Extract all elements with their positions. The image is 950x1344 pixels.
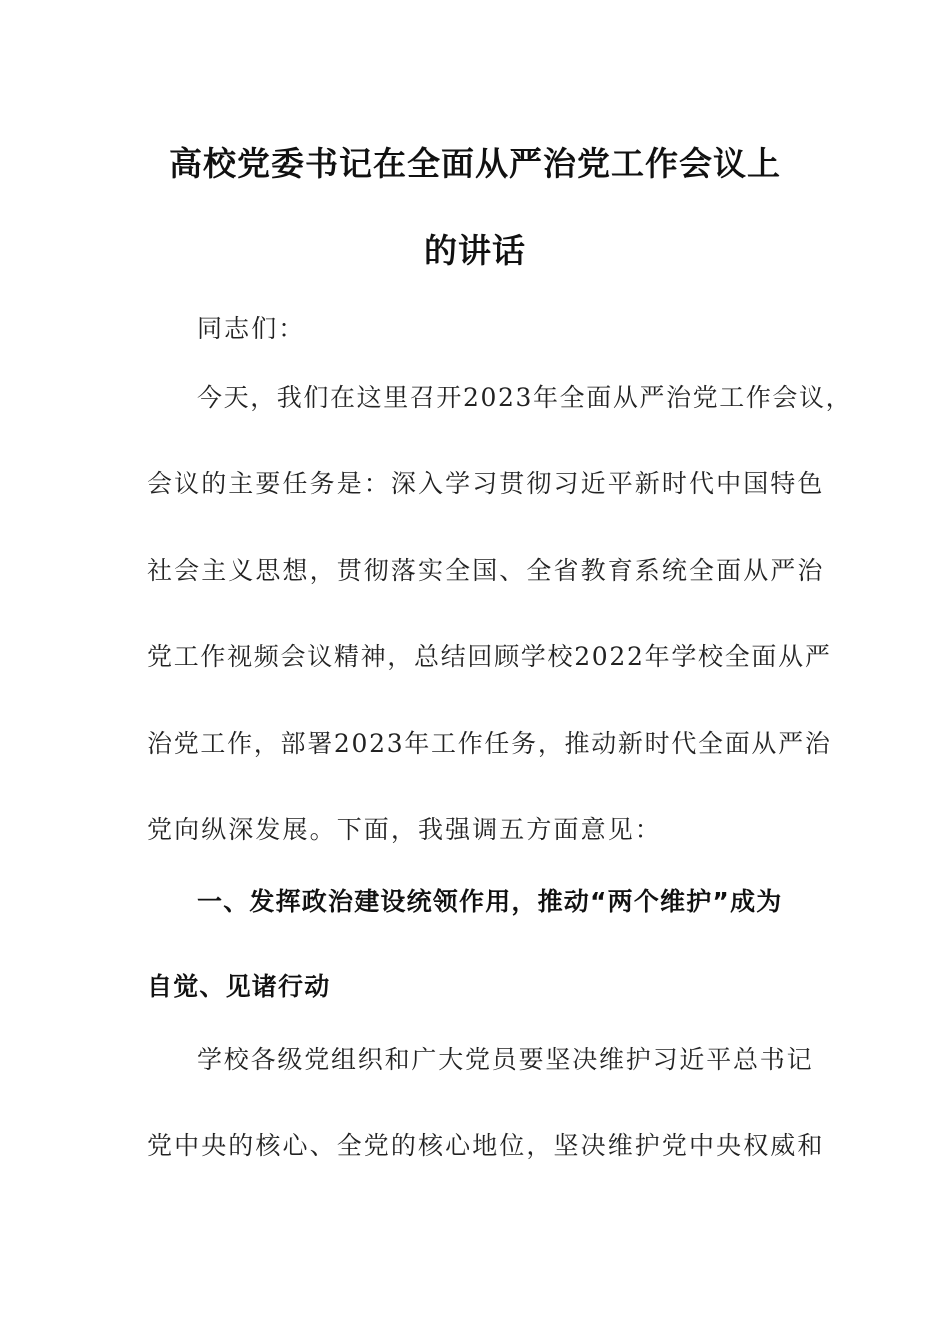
paragraph-line: 治党工作，部署2023年工作任务，推动新时代全面从严治	[147, 729, 832, 758]
section-heading-line: 自觉、见诸行动	[147, 972, 331, 1001]
document-title-line-1: 高校党委书记在全面从严治党工作会议上	[169, 144, 781, 183]
paragraph-line: 党中央的核心、全党的核心地位，坚决维护党中央权威和	[147, 1131, 825, 1160]
paragraph-line: 学校各级党组织和广大党员要坚决维护习近平总书记	[197, 1045, 814, 1074]
salutation: 同志们：	[197, 314, 306, 343]
paragraph-line: 社会主义思想，贯彻落实全国、全省教育系统全面从严治	[147, 556, 825, 585]
document-title-line-2: 的讲话	[424, 231, 526, 270]
section-heading-line: 一、发挥政治建设统领作用，推动“两个维护”成为	[197, 887, 783, 916]
paragraph-line: 会议的主要任务是：深入学习贯彻习近平新时代中国特色	[147, 469, 825, 498]
paragraph-line: 党向纵深发展。下面，我强调五方面意见：	[147, 815, 662, 844]
paragraph-line: 今天，我们在这里召开2023年全面从严治党工作会议，	[197, 383, 853, 412]
paragraph-line: 党工作视频会议精神，总结回顾学校2022年学校全面从严	[147, 642, 832, 671]
